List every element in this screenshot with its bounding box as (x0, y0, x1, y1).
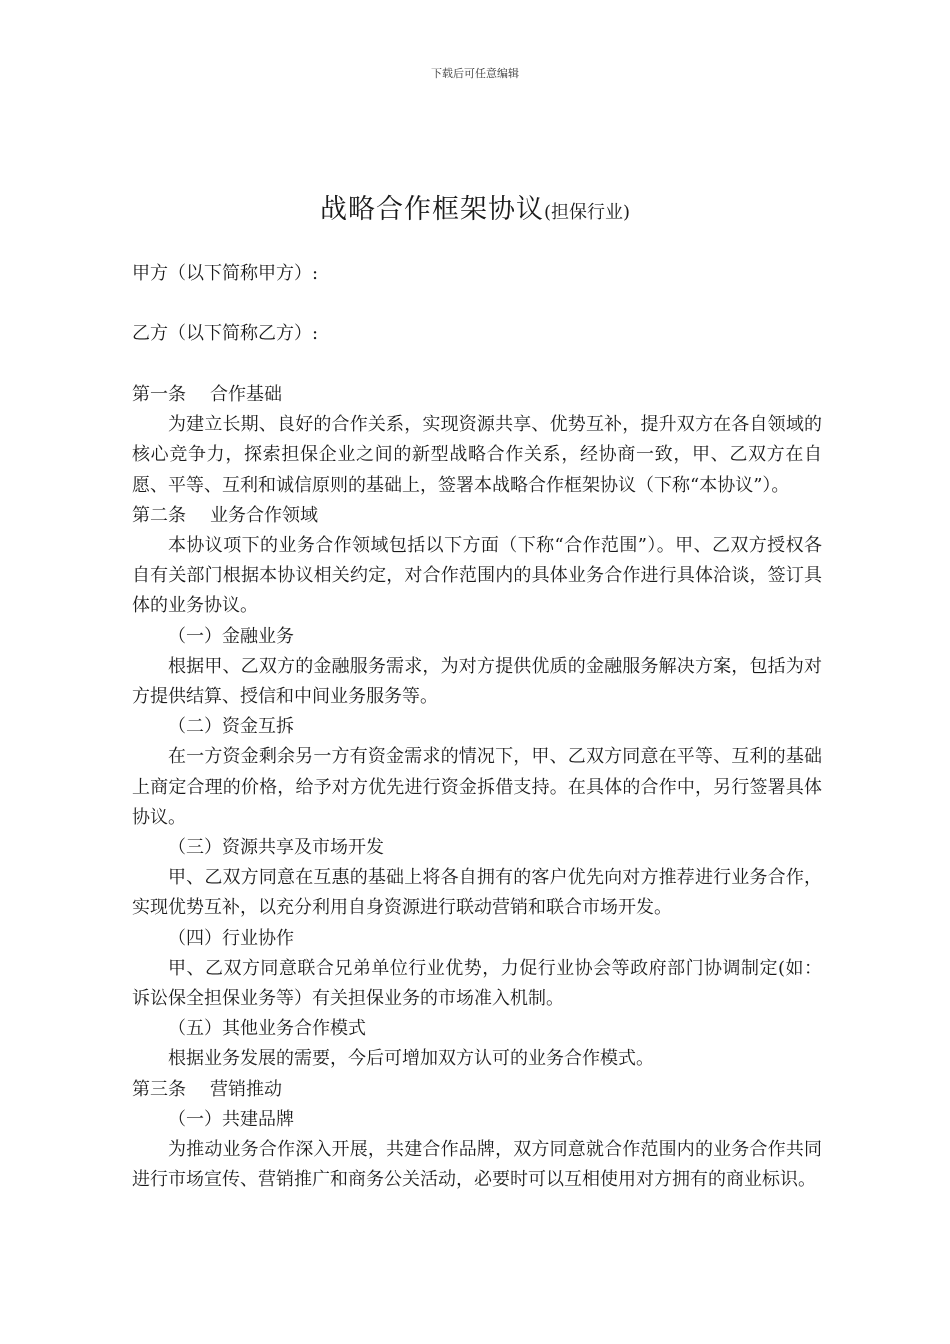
article-number: 第三条 (132, 1078, 186, 1100)
document-title (0, 190, 950, 233)
article-2-item-4-heading: （四）行业协作 (168, 927, 294, 949)
article-3-item-1-heading: （一）共建品牌 (168, 1108, 294, 1130)
article-2-heading (132, 501, 822, 531)
article-title: 营销推动 (210, 1078, 282, 1100)
article-title: 合作基础 (210, 384, 282, 405)
document-body (132, 380, 822, 1240)
party-a-line: 甲方（以下简称甲方）: (132, 263, 319, 284)
article-2-item-1-heading: （一）金融业务 (168, 625, 294, 647)
article-number: 第二条 (132, 504, 186, 526)
article-3-heading (132, 1075, 822, 1105)
article-2-item-5-heading: （五）其他业务合作模式 (168, 1018, 366, 1040)
party-b-line: 乙方（以下简称乙方）: (132, 323, 319, 344)
article-2-item-1-paragraph: 根据甲、乙双方的金融服务需求，为对方提供优质的金融服务解决方案，包括为对方提供结算、授信和中间业务服务等。 (132, 655, 822, 708)
article-2-item-3-heading: （三）资源共享及市场开发 (168, 837, 384, 859)
page-header: 下载后可任意编辑 (431, 67, 519, 80)
article-2-item-4-paragraph: 甲、乙双方同意联合兄弟单位行业优势，力促行业协会等政府部门协调制定(如：诉讼保全担保业务等）有关担保业务的市场准入机制。 (132, 957, 822, 1010)
article-2-paragraph: 本协议项下的业务合作领域包括以下方面（下称“合作范围”）。甲、乙双方授权各自有关部门根据本协议相关约定，对合作范围内的具体业务合作进行具体洽谈，签订具体的业务协议。 (132, 535, 822, 617)
article-1-paragraph: 为建立长期、良好的合作关系，实现资源共享、优势互补，提升双方在各自领域的核心竞争力，探索担保企业之间的新型战略合作关系，经协商一致，甲、乙双方在自愿、平等、互利和诚信原则的基础上，签署本战略合作框架协议（下称“本协议”）。 (132, 414, 822, 496)
article-2-item-5-paragraph: 根据业务发展的需要，今后可增加双方认可的业务合作模式。 (168, 1048, 654, 1070)
title-sub: (担保行业) (543, 202, 631, 223)
article-number: 第一条 (132, 384, 186, 405)
article-2-item-2-heading: （二）资金互拆 (168, 716, 294, 738)
article-title: 业务合作领域 (210, 504, 318, 526)
article-3-item-1-paragraph: 为推动业务合作深入开展，共建合作品牌，双方同意就合作范围内的业务合作共同进行市场宣传、营销推广和商务公关活动，必要时可以互相使用对方拥有的商业标识。 (132, 1139, 822, 1191)
article-2-item-2-paragraph: 在一方资金剩余另一方有资金需求的情况下，甲、乙双方同意在平等、互利的基础上商定合理的价格，给予对方优先进行资金拆借支持。在具体的合作中，另行签署具体协议。 (132, 746, 822, 828)
article-2-item-3-paragraph: 甲、乙双方同意在互惠的基础上将各自拥有的客户优先向对方推荐进行业务合作，实现优势互补，以充分利用自身资源进行联动营销和联合市场开发。 (132, 867, 822, 919)
article-1-heading (132, 380, 822, 410)
title-main: 战略合作框架协议 (319, 194, 544, 225)
